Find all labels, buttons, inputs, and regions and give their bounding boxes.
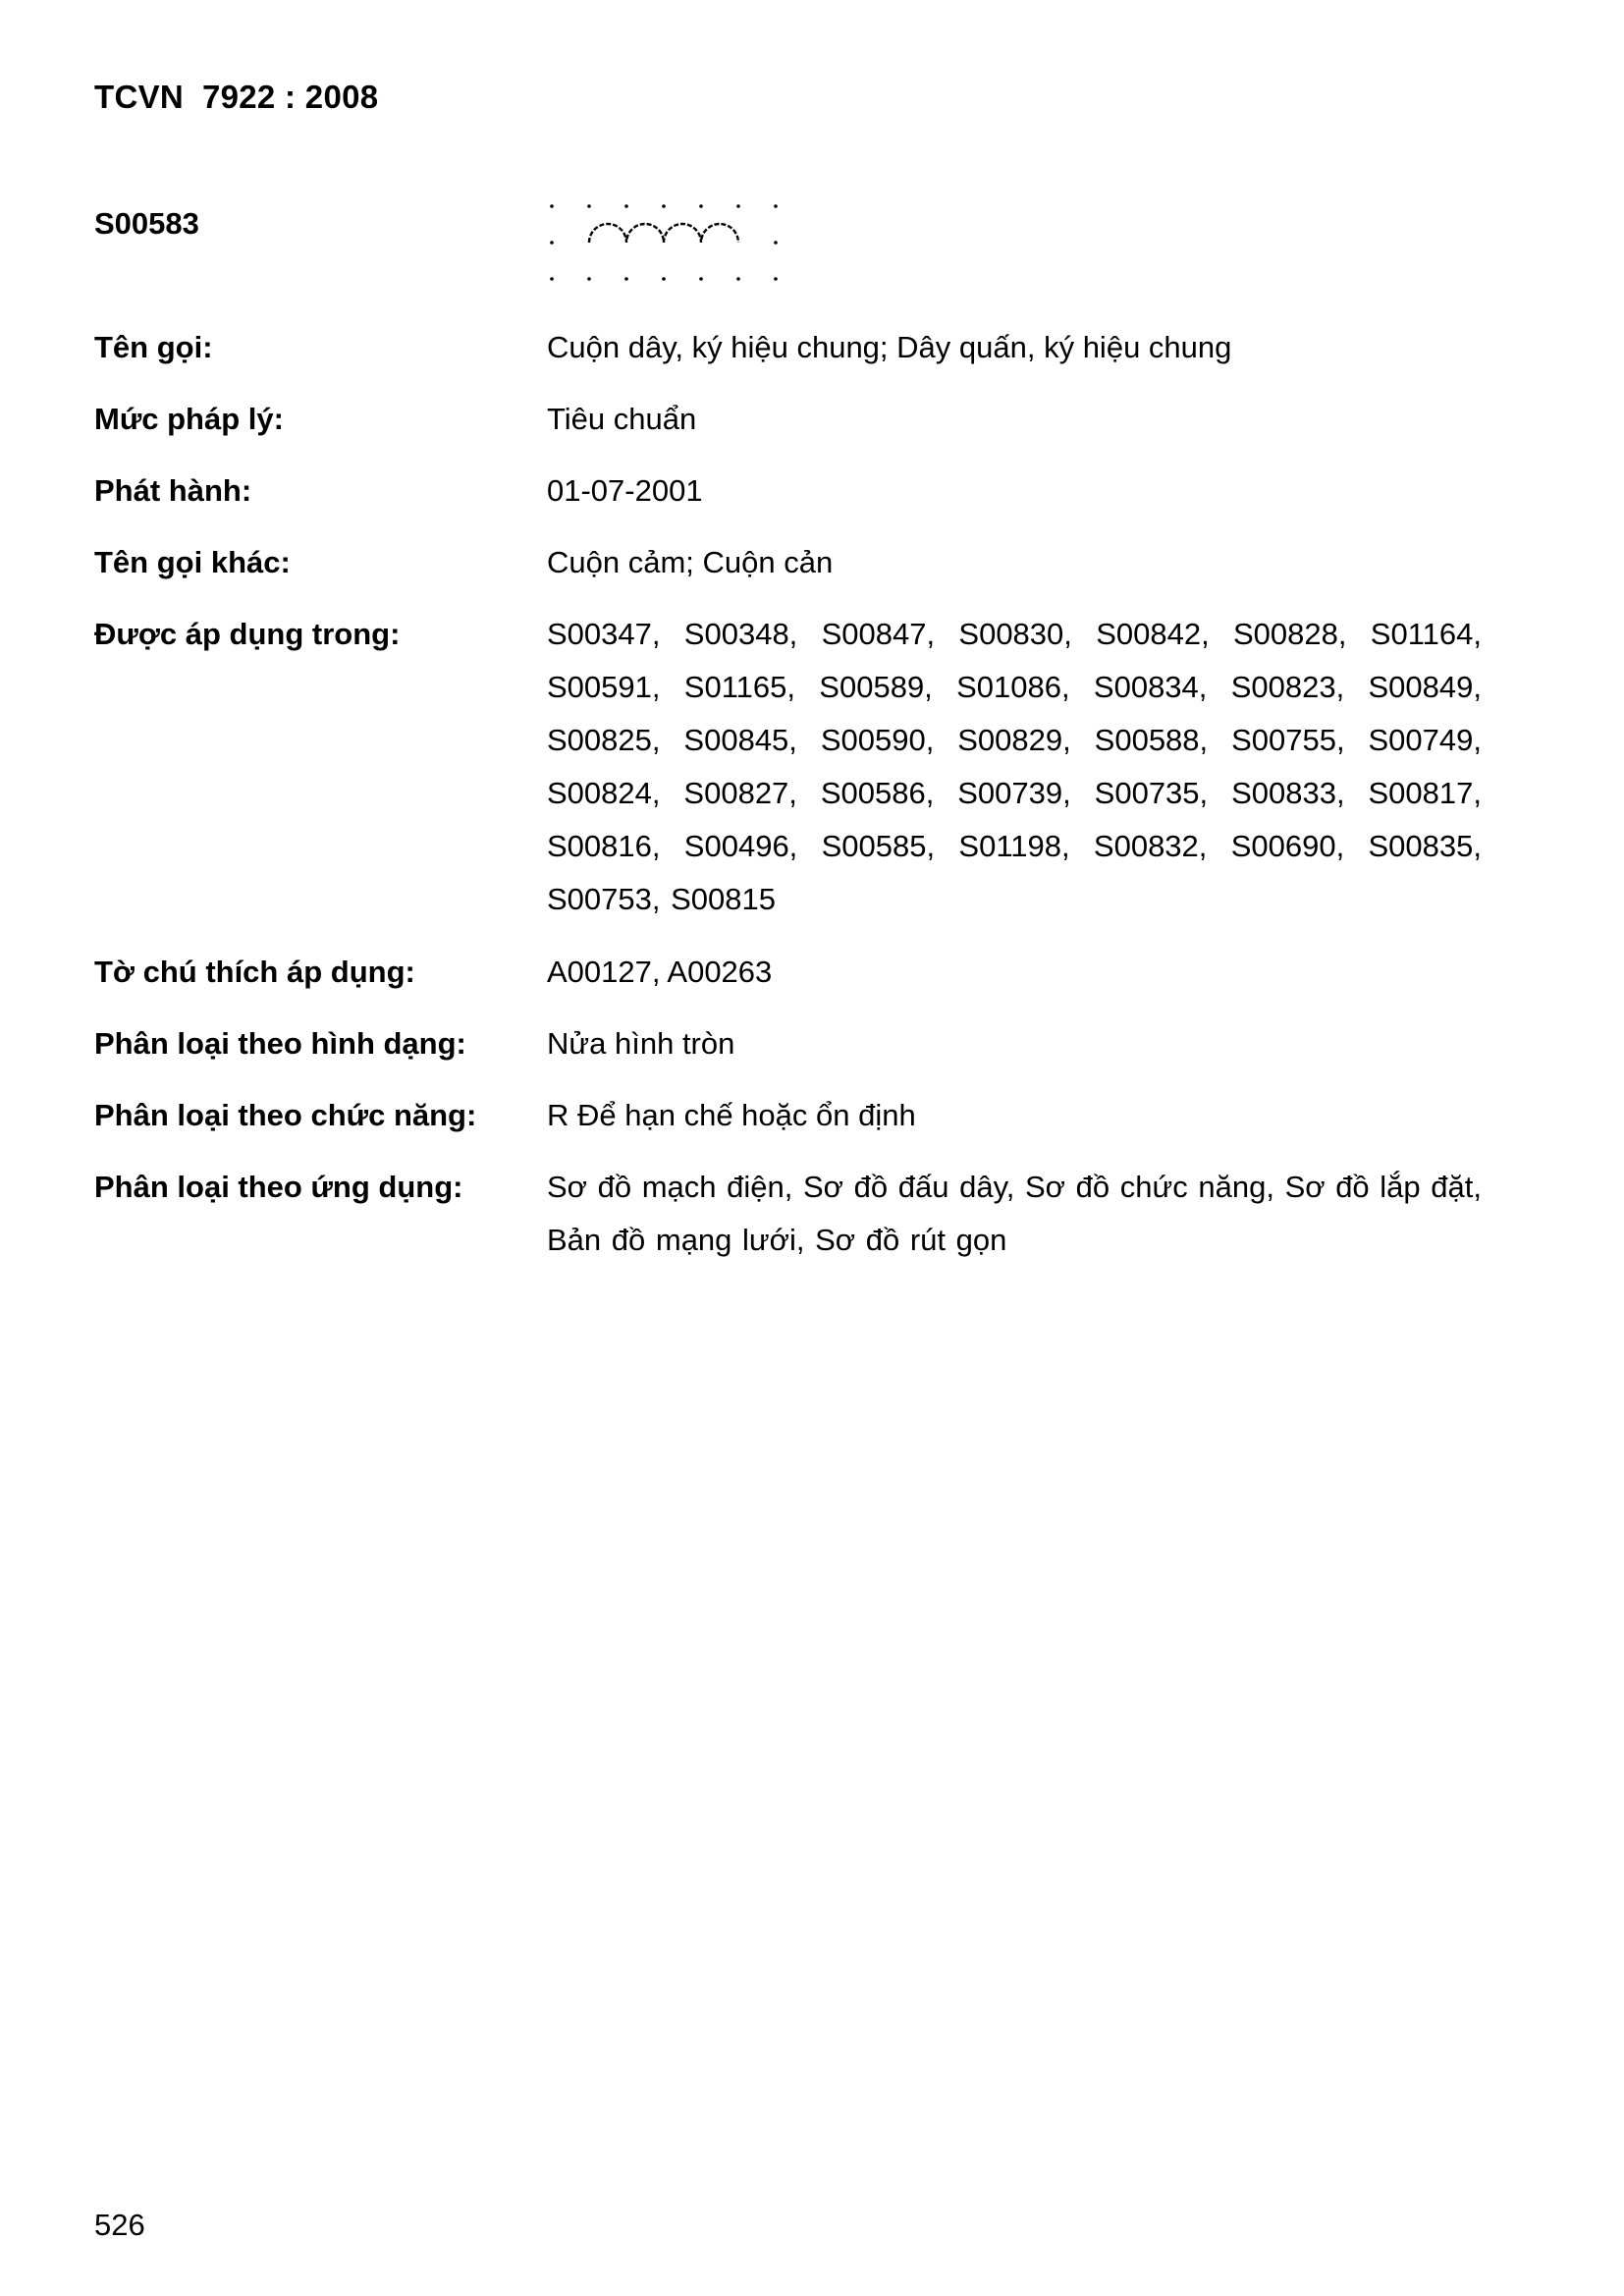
field-value: R Để hạn chế hoặc ổn định — [547, 1098, 916, 1132]
field-value: Sơ đồ mạch điện, Sơ đồ đấu dây, Sơ đồ chức năng, Sơ đồ lắp đặt, Bản đồ mạng lưới, Sơ đồ rút gọn — [547, 1170, 1482, 1257]
field-value: 01-07-2001 — [547, 473, 703, 508]
field-label: Phát hành: — [94, 473, 252, 508]
field-label: Tên gọi: — [94, 330, 213, 364]
field-value: S00347, S00348, S00847, S00830, S00842, S00828, S01164, S00591, S01165, S00589, S01086, S00834, S00823, S00849, S00825, S00845, S00590, S00829, S00588, S00755, S00749, S00824, S00827, S00586, S00739, S00735, S00833, S00817, S00816, S00496, S00585, S01198, S00832, S00690, S00835, S00753, S00815 — [547, 617, 1482, 916]
field-label: Phân loại theo chức năng: — [94, 1098, 477, 1132]
page-number: 526 — [94, 2208, 145, 2242]
field-label: Phân loại theo ứng dụng: — [94, 1170, 463, 1204]
field-label: Phân loại theo hình dạng: — [94, 1026, 466, 1061]
field-label: Tờ chú thích áp dụng: — [94, 955, 415, 989]
field-value: Tiêu chuẩn — [547, 402, 697, 436]
field-value: Cuộn cảm; Cuộn cản — [547, 545, 834, 579]
field-value: Cuộn dây, ký hiệu chung; Dây quấn, ký hiệu chung — [547, 330, 1232, 364]
symbol-code: S00583 — [94, 206, 199, 241]
field-label: Được áp dụng trong: — [94, 617, 401, 651]
field-value: A00127, A00263 — [547, 955, 773, 989]
document-standard-title: TCVN 7922 : 2008 — [94, 79, 379, 115]
field-label: Tên gọi khác: — [94, 545, 291, 579]
field-value: Nửa hình tròn — [547, 1026, 735, 1061]
coil-arcs — [589, 224, 738, 243]
coil-inductor-icon — [538, 192, 803, 291]
grid-dots — [550, 204, 778, 281]
field-label: Mức pháp lý: — [94, 402, 284, 436]
